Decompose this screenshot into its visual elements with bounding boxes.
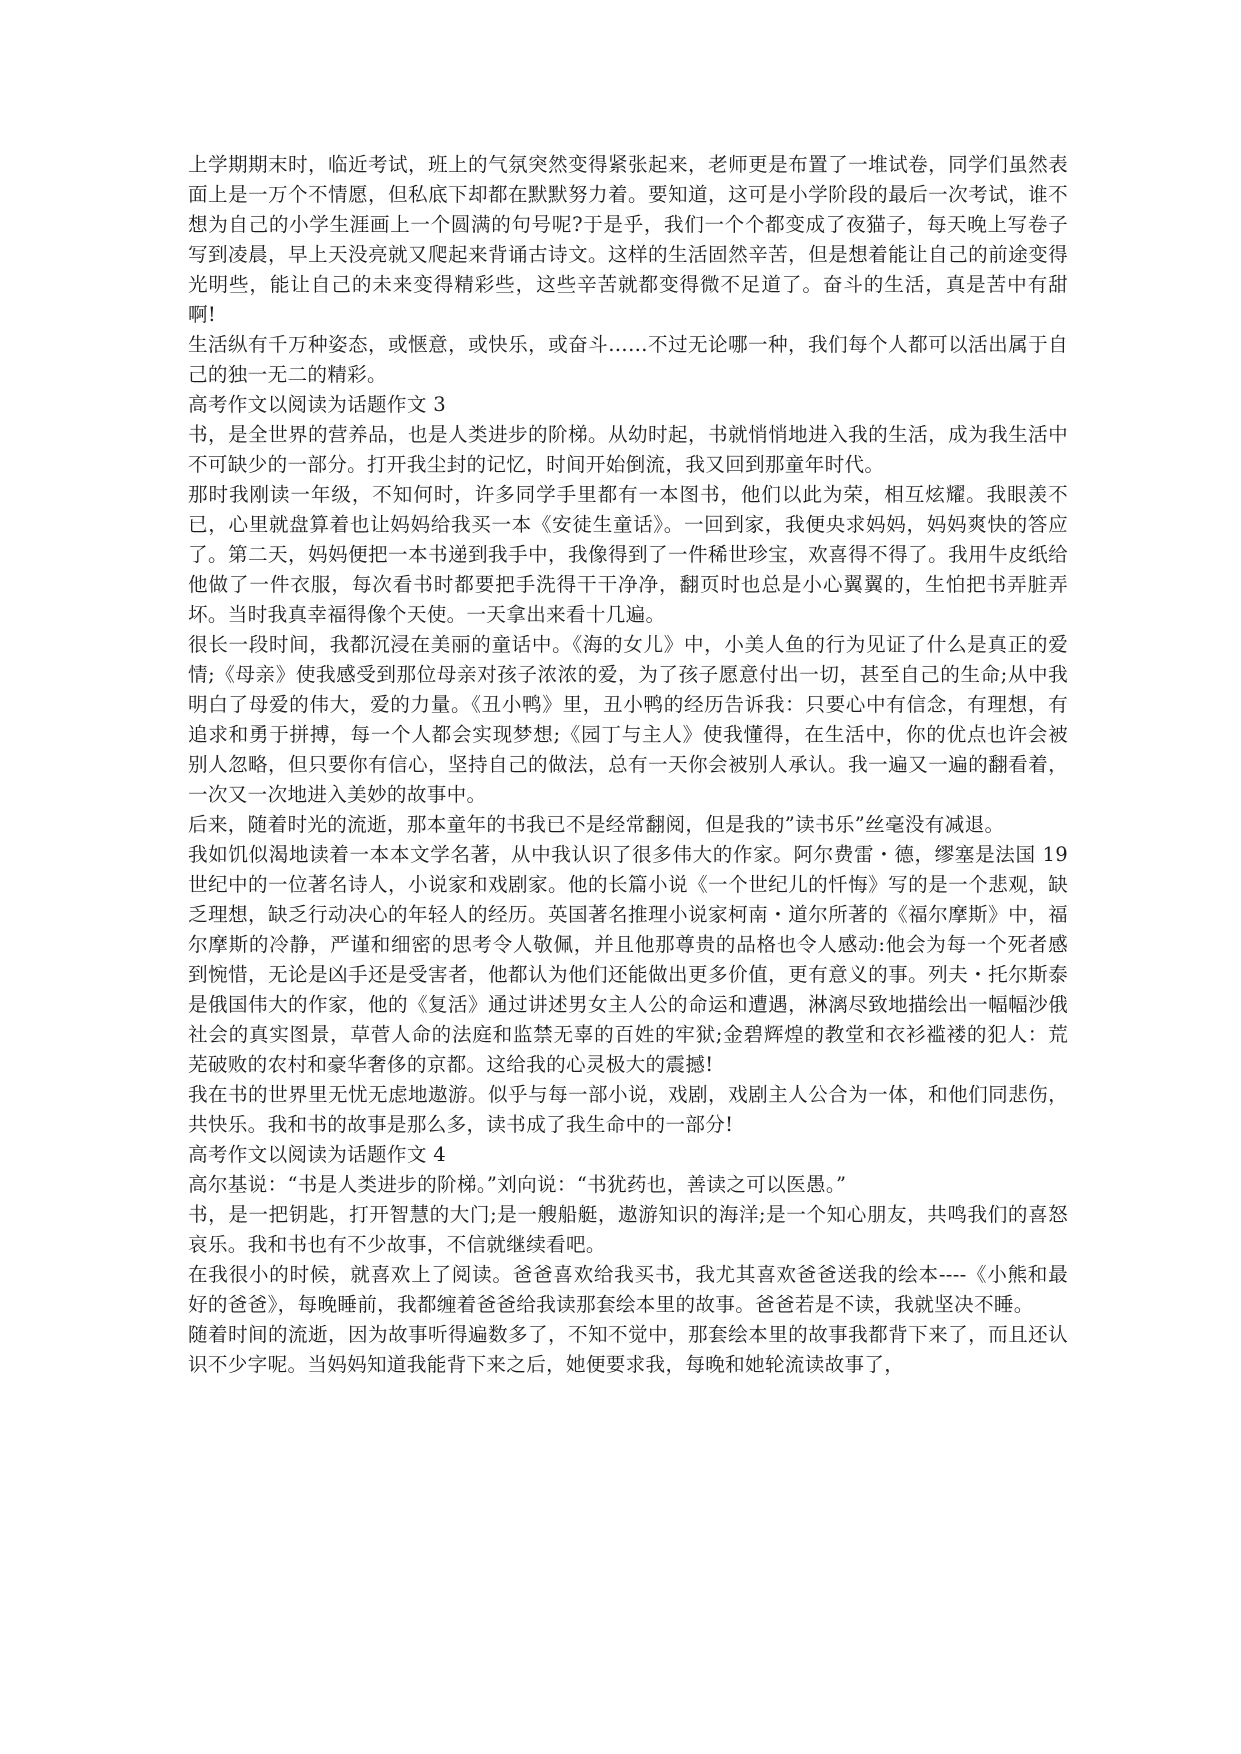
paragraph: 上学期期末时，临近考试，班上的气氛突然变得紧张起来，老师更是布置了一堆试卷，同学们虽然表面上是一万个不情愿，但私底下却都在默默努力着。要知道，这可是小学阶段的最后一次考试，谁不想为自己的小学生涯画上一个圆满的句号呢?于是乎，我们一个个都变成了夜猫子，每天晚上写卷子写到凌晨，早上天没亮就又爬起来背诵古诗文。这样的生活固然辛苦，但是想着能让自己的前途变得光明些，能让自己的未来变得精彩些，这些辛苦就都变得微不足道了。奋斗的生活，真是苦中有甜啊!	[188, 153, 1068, 326]
paragraph: 我在书的世界里无忧无虑地遨游。似乎与每一部小说，戏剧，戏剧主人公合为一体，和他们同悲伤，共快乐。我和书的故事是那么多，读书成了我生命中的一部分!	[188, 1083, 1068, 1136]
section-heading: 高考作文以阅读为话题作文 4	[188, 1143, 447, 1166]
paragraph: 那时我刚读一年级，不知何时，许多同学手里都有一本图书，他们以此为荣，相互炫耀。我眼羡不已，心里就盘算着也让妈妈给我买一本《安徒生童话》。一回到家，我便央求妈妈，妈妈爽快的答应了。第二天，妈妈便把一本书递到我手中，我像得到了一件稀世珍宝，欢喜得不得了。我用牛皮纸给他做了一件衣服，每次看书时都要把手洗得干干净净，翻页时也总是小心翼翼的，生怕把书弄脏弄坏。当时我真幸福得像个天使。一天拿出来看十几遍。	[188, 483, 1068, 626]
paragraph: 在我很小的时候，就喜欢上了阅读。爸爸喜欢给我买书，我尤其喜欢爸爸送我的绘本----《小熊和最好的爸爸》，每晚睡前，我都缠着爸爸给我读那套绘本里的故事。爸爸若是不读，我就坚决不睡。	[188, 1263, 1068, 1316]
paragraph: 后来，随着时光的流逝，那本童年的书我已不是经常翻阅，但是我的”读书乐”丝毫没有减退。	[188, 813, 1005, 836]
paragraph: 书，是一把钥匙，打开智慧的大门;是一艘船艇，遨游知识的海洋;是一个知心朋友，共鸣我们的喜怒哀乐。我和书也有不少故事，不信就继续看吧。	[188, 1203, 1068, 1256]
paragraph: 高尔基说：“书是人类进步的阶梯。”刘向说：“书犹药也，善读之可以医愚。”	[188, 1173, 847, 1196]
paragraph: 生活纵有千万种姿态，或惬意，或快乐，或奋斗……不过无论哪一种，我们每个人都可以活出属于自己的独一无二的精彩。	[188, 333, 1068, 386]
paragraph: 书，是全世界的营养品，也是人类进步的阶梯。从幼时起，书就悄悄地进入我的生活，成为我生活中不可缺少的一部分。打开我尘封的记忆，时间开始倒流，我又回到那童年时代。	[188, 423, 1068, 476]
paragraph: 我如饥似渴地读着一本本文学名著，从中我认识了很多伟大的作家。阿尔费雷・德，缪塞是法国 19 世纪中的一位著名诗人，小说家和戏剧家。他的长篇小说《一个世纪儿的忏悔》写的是一个悲观，缺乏理想，缺乏行动决心的年轻人的经历。英国著名推理小说家柯南・道尔所著的《福尔摩斯》中，福尔摩斯的冷静，严谨和细密的思考令人敬佩，并且他那尊贵的品格也令人感动:他会为每一个死者感到惋惜，无论是凶手还是受害者，他都认为他们还能做出更多价值，更有意义的事。列夫・托尔斯泰是俄国伟大的作家，他的《复活》通过讲述男女主人公的命运和遭遇，淋漓尽致地描绘出一幅幅沙俄社会的真实图景，草菅人命的法庭和监禁无辜的百姓的牢狱;金碧辉煌的教堂和衣衫褴褛的犯人：荒芜破败的农村和豪华奢侈的京都。这给我的心灵极大的震撼!	[188, 843, 1068, 1076]
paragraph: 很长一段时间，我都沉浸在美丽的童话中。《海的女儿》中，小美人鱼的行为见证了什么是真正的爱情;《母亲》使我感受到那位母亲对孩子浓浓的爱，为了孩子愿意付出一切，甚至自己的生命;从中我明白了母爱的伟大，爱的力量。《丑小鸭》里，丑小鸭的经历告诉我：只要心中有信念，有理想，有追求和勇于拼搏，每一个人都会实现梦想;《园丁与主人》使我懂得，在生活中，你的优点也许会被别人忽略，但只要你有信心，坚持自己的做法，总有一天你会被别人承认。我一遍又一遍的翻看着，一次又一次地进入美妙的故事中。	[188, 633, 1068, 806]
section-heading: 高考作文以阅读为话题作文 3	[188, 393, 447, 416]
document-page	[188, 150, 1068, 1380]
paragraph: 随着时间的流逝，因为故事听得遍数多了，不知不觉中，那套绘本里的故事我都背下来了，而且还认识不少字呢。当妈妈知道我能背下来之后，她便要求我，每晚和她轮流读故事了，	[188, 1323, 1068, 1376]
